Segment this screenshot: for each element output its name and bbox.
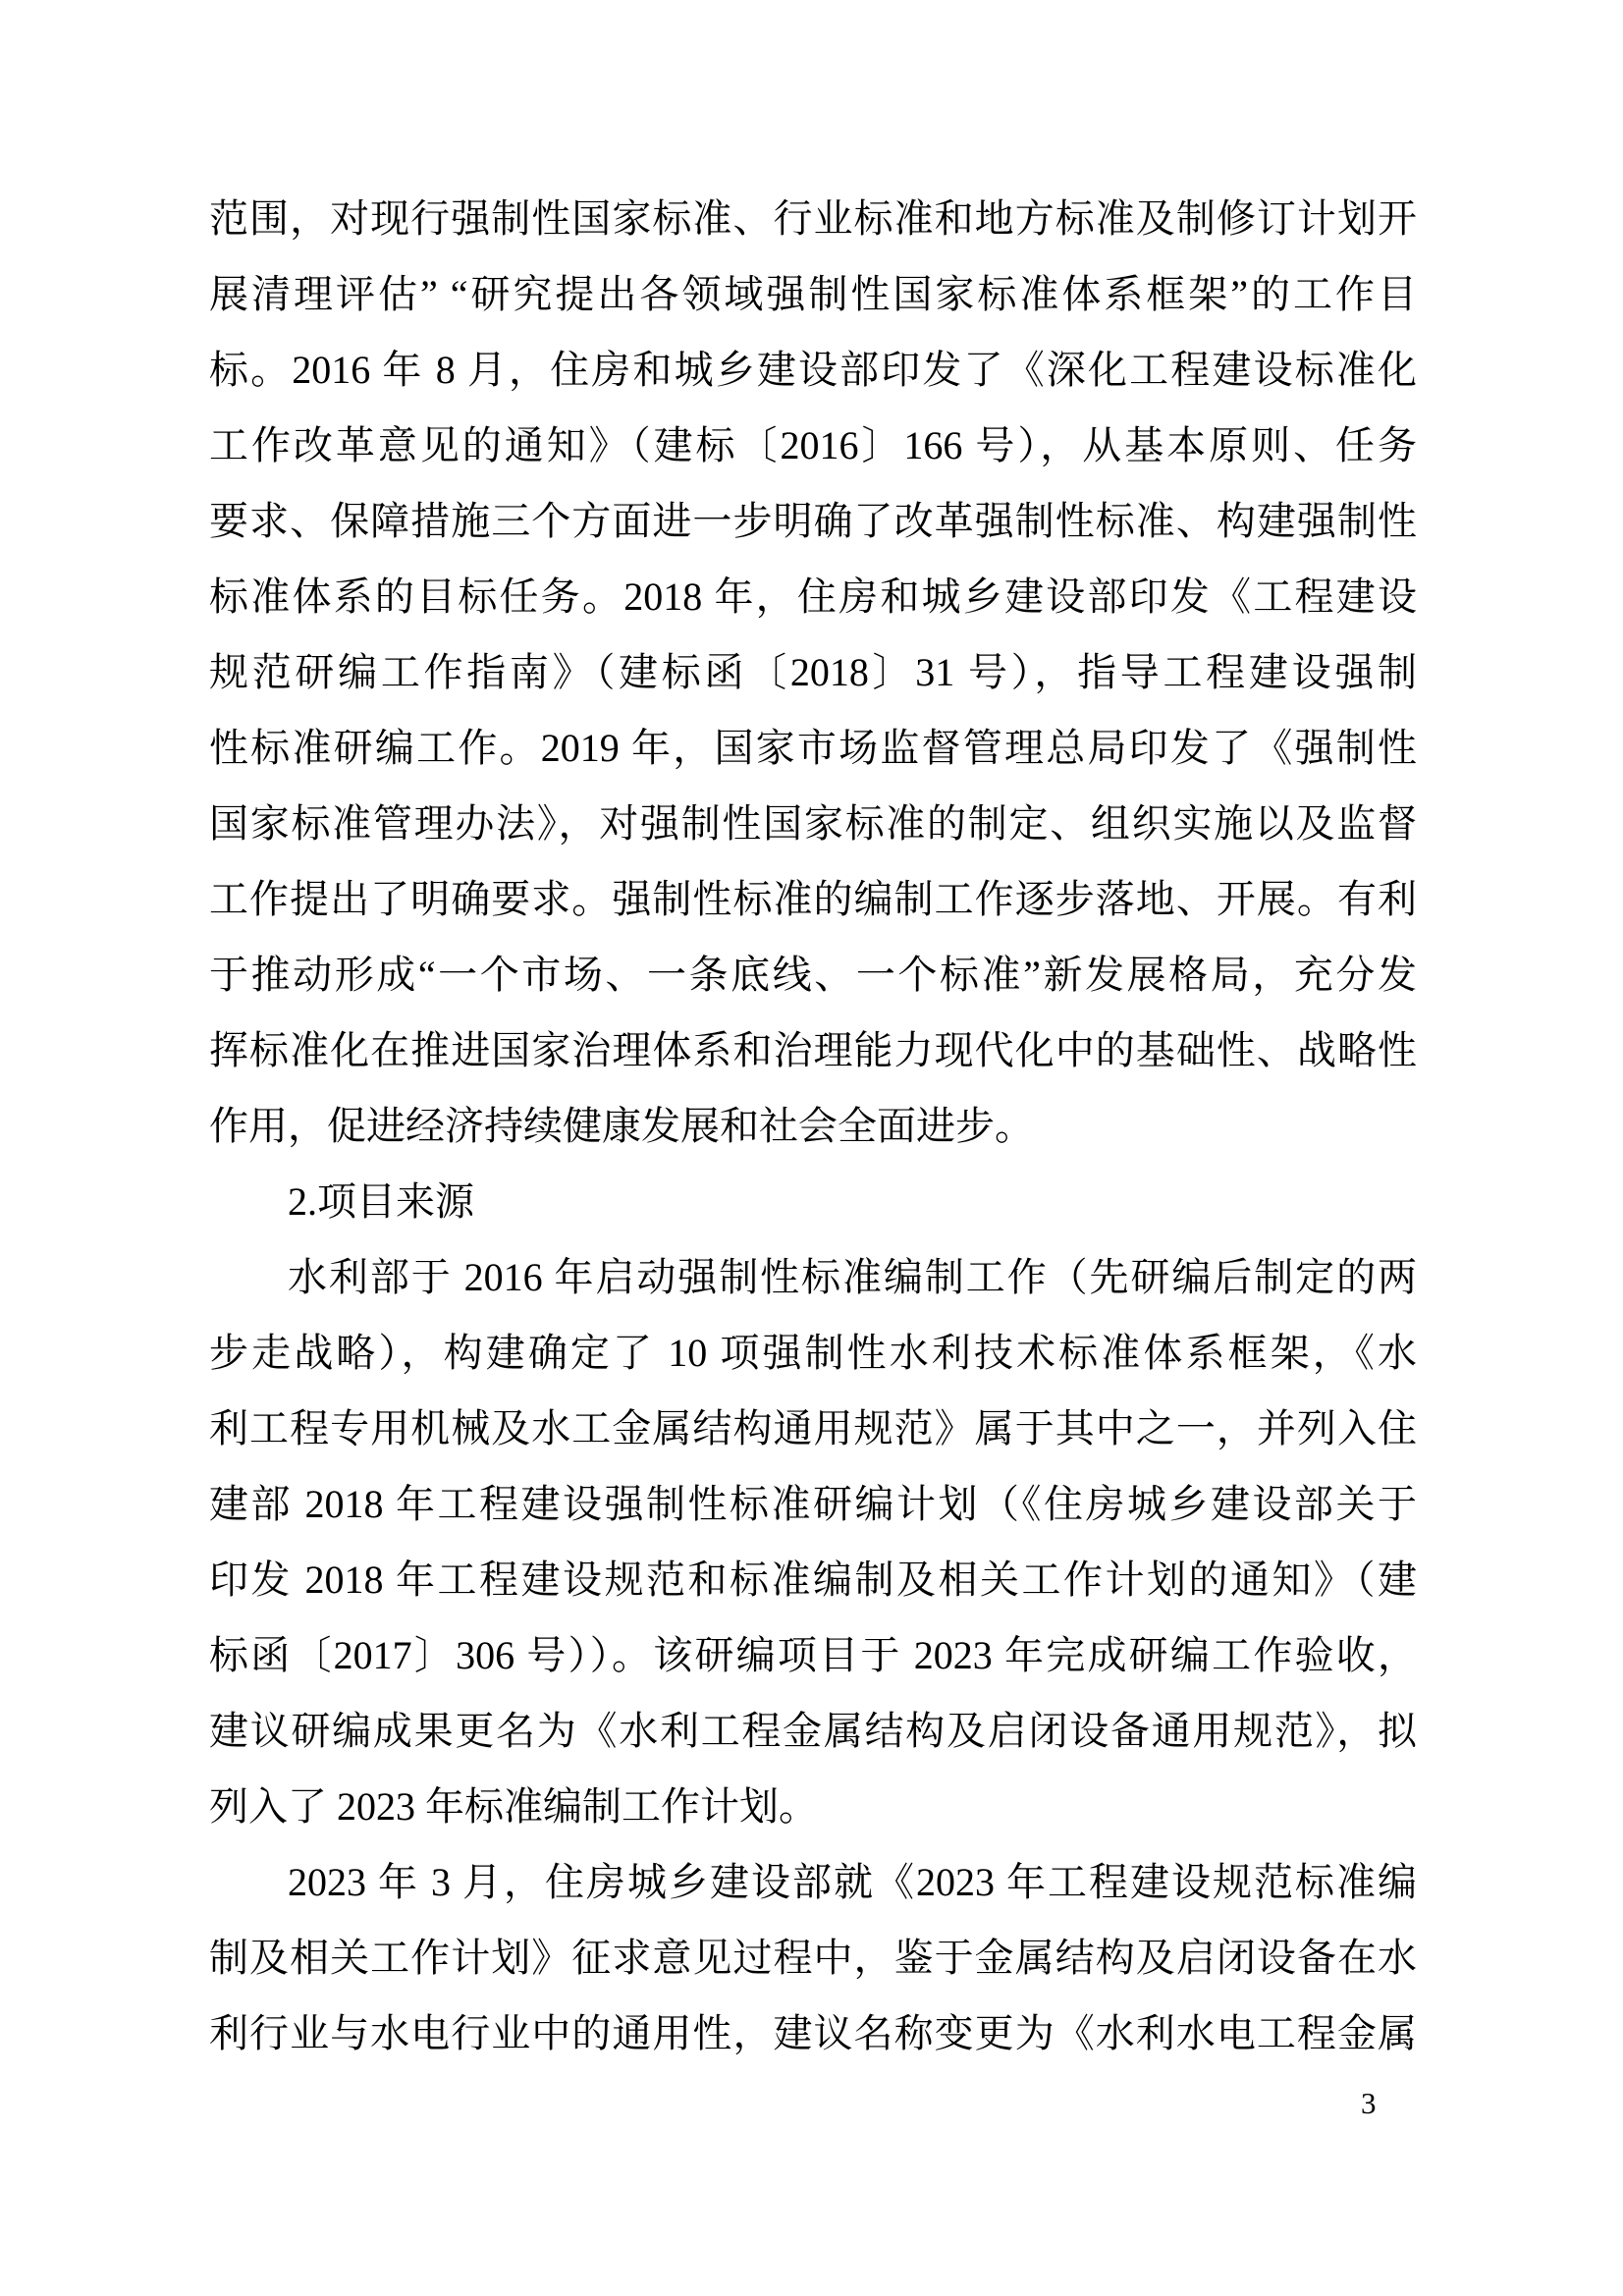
text-line: 水利部于 2016 年启动强制性标准编制工作（先研编后制定的两	[288, 1255, 1417, 1299]
text-line: 利工程专用机械及水工金属结构通用规范》属于其中之一，并列入住	[209, 1406, 1417, 1450]
text-line: 标准体系的目标任务。2018 年，住房和城乡建设部印发《工程建设	[209, 574, 1417, 619]
text-line: 规范研编工作指南》（建标函〔2018〕31 号），指导工程建设强制	[209, 650, 1417, 694]
page-number: 3	[1361, 2086, 1377, 2120]
text-line: 挥标准化在推进国家治理体系和治理能力现代化中的基础性、战略性	[209, 1028, 1417, 1072]
text-line: 2023 年 3 月，住房城乡建设部就《2023 年工程建设规范标准编	[288, 1860, 1417, 1904]
text-line: 国家标准管理办法》，对强制性国家标准的制定、组织实施以及监督	[209, 801, 1417, 846]
text-line: 标函〔2017〕306 号））。该研编项目于 2023 年完成研编工作验收，	[209, 1633, 1417, 1677]
document-body	[209, 181, 1417, 2071]
text-line: 建部 2018 年工程建设强制性标准研编计划（《住房城乡建设部关于	[209, 1482, 1417, 1526]
text-line: 工作改革意见的通知》（建标〔2016〕166 号），从基本原则、任务	[209, 423, 1417, 467]
text-line: 工作提出了明确要求。强制性标准的编制工作逐步落地、开展。有利	[209, 877, 1417, 921]
text-line: 2.项目来源	[288, 1179, 474, 1224]
text-line: 印发 2018 年工程建设规范和标准编制及相关工作计划的通知》（建	[209, 1558, 1417, 1602]
text-line: 展清理评估” “研究提出各领域强制性国家标准体系框架”的工作目	[209, 272, 1417, 316]
text-line: 建议研编成果更名为《水利工程金属结构及启闭设备通用规范》，拟	[209, 1709, 1417, 1753]
text-line: 作用，促进经济持续健康发展和社会全面进步。	[209, 1104, 1034, 1148]
text-line: 范围，对现行强制性国家标准、行业标准和地方标准及制修订计划开	[209, 196, 1417, 241]
text-line: 性标准研编工作。2019 年，国家市场监督管理总局印发了《强制性	[209, 726, 1417, 770]
text-line: 制及相关工作计划》征求意见过程中，鉴于金属结构及启闭设备在水	[209, 1936, 1417, 1980]
text-line: 要求、保障措施三个方面进一步明确了改革强制性标准、构建强制性	[209, 499, 1417, 543]
text-line: 列入了 2023 年标准编制工作计划。	[209, 1784, 818, 1829]
text-line: 步走战略），构建确定了 10 项强制性水利技术标准体系框架，《水	[209, 1331, 1417, 1375]
text-line: 于推动形成“一个市场、一条底线、一个标准”新发展格局，充分发	[209, 953, 1417, 997]
text-line: 标。2016 年 8 月，住房和城乡建设部印发了《深化工程建设标准化	[209, 348, 1417, 392]
text-line: 利行业与水电行业中的通用性，建议名称变更为《水利水电工程金属	[209, 2011, 1417, 2055]
